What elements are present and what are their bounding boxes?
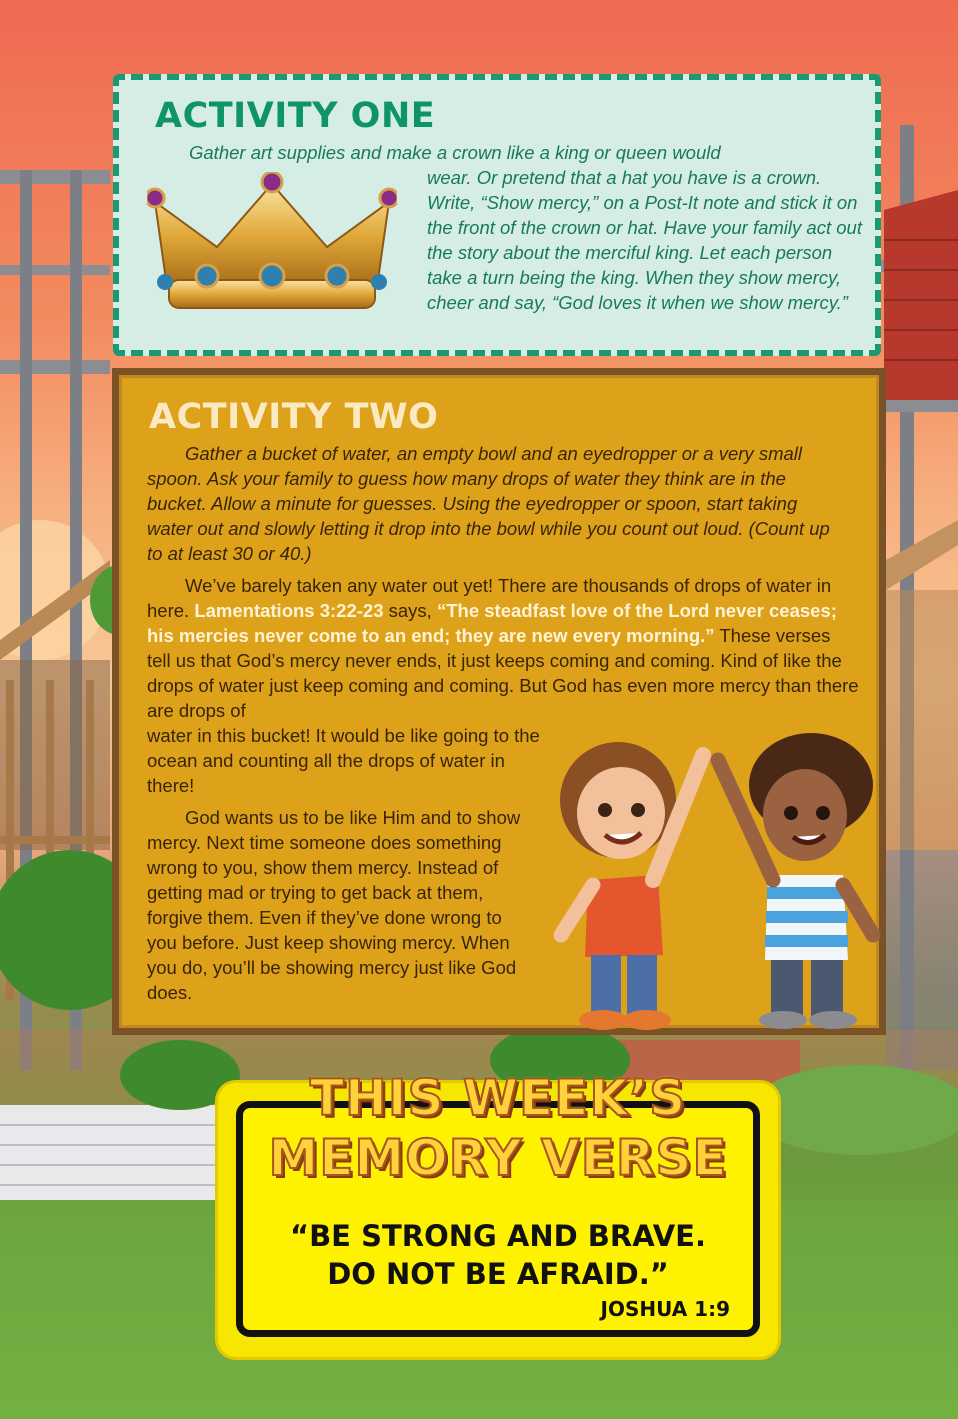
activity-two-paragraph-3: God wants us to be like Him and to show mercy. Next time someone does something wrong to you, show them mercy. Instead of getting mad or trying to get back at them, forgive them. Even if they’ve done wrong to you before. Just keep showing mercy. When you do, you’ll be showing mercy just like God does. [147,807,521,1003]
crown-icon [147,172,397,320]
paragraph-2-body: These verses tell us that God’s mercy never ends, it just keeps coming and coming. Kind of like the drops of water just keep coming and coming. But God has even more mercy than there are drops of [147,625,859,721]
paragraph-2-says: says, [383,600,437,621]
memory-verse-card [218,1069,778,1357]
activity-two-card [112,368,886,1035]
memory-verse-text [218,1217,778,1293]
memory-verse-title-line2: MEMORY VERSE [268,1129,728,1187]
paragraph-2-intro: We’ve barely taken any water out yet! There are thousands of drops of water in here. [147,575,832,621]
activity-two-paragraph-2 [147,573,859,723]
activity-two-paragraph-1: Gather a bucket of water, an empty bowl and an eyedropper or a very small spoon. Ask your family to guess how many drops of water they think are in the bucket. Allow a minute for guesses. Using the eyedropper or spoon, start taking water out and slowly letting it drop into the bowl while you count out loud. (Count up to at least 30 or 40.) [147,443,830,564]
activity-two-paragraph-2-cont: water in this bucket! It would be like going to the ocean and counting all the drops of water in there! [147,725,540,796]
memory-verse-title-line1: THIS WEEK’S [309,1069,687,1127]
kids-high-five-illustration [543,715,883,1035]
scripture-quote: “The steadfast love of the Lord never ceases; his mercies never come to an end; they are new every morning.” [147,600,837,646]
memory-verse-line1: “BE STRONG AND BRAVE. [290,1219,706,1253]
activity-one-card [113,74,881,356]
scripture-reference: Lamentations 3:22-23 [194,600,384,621]
memory-verse-line2: DO NOT BE AFRAID.” [327,1257,669,1291]
activity-one-title: ACTIVITY ONE [155,96,436,136]
activity-two-title: ACTIVITY TWO [149,397,439,437]
memory-verse-reference: JOSHUA 1:9 [600,1297,730,1321]
activity-one-text-body: wear. Or pretend that a hat you have is a crown. Write, “Show mercy,” on a Post-It note and stick it on the front of the crown or hat. Have your family act out the story about the merciful king. Let each person take a turn being the king. When they show mercy, cheer and say, “God loves it when we show mercy.” [427,167,862,313]
activity-one-text-intro: Gather art supplies and make a crown like a king or queen would [189,142,721,163]
